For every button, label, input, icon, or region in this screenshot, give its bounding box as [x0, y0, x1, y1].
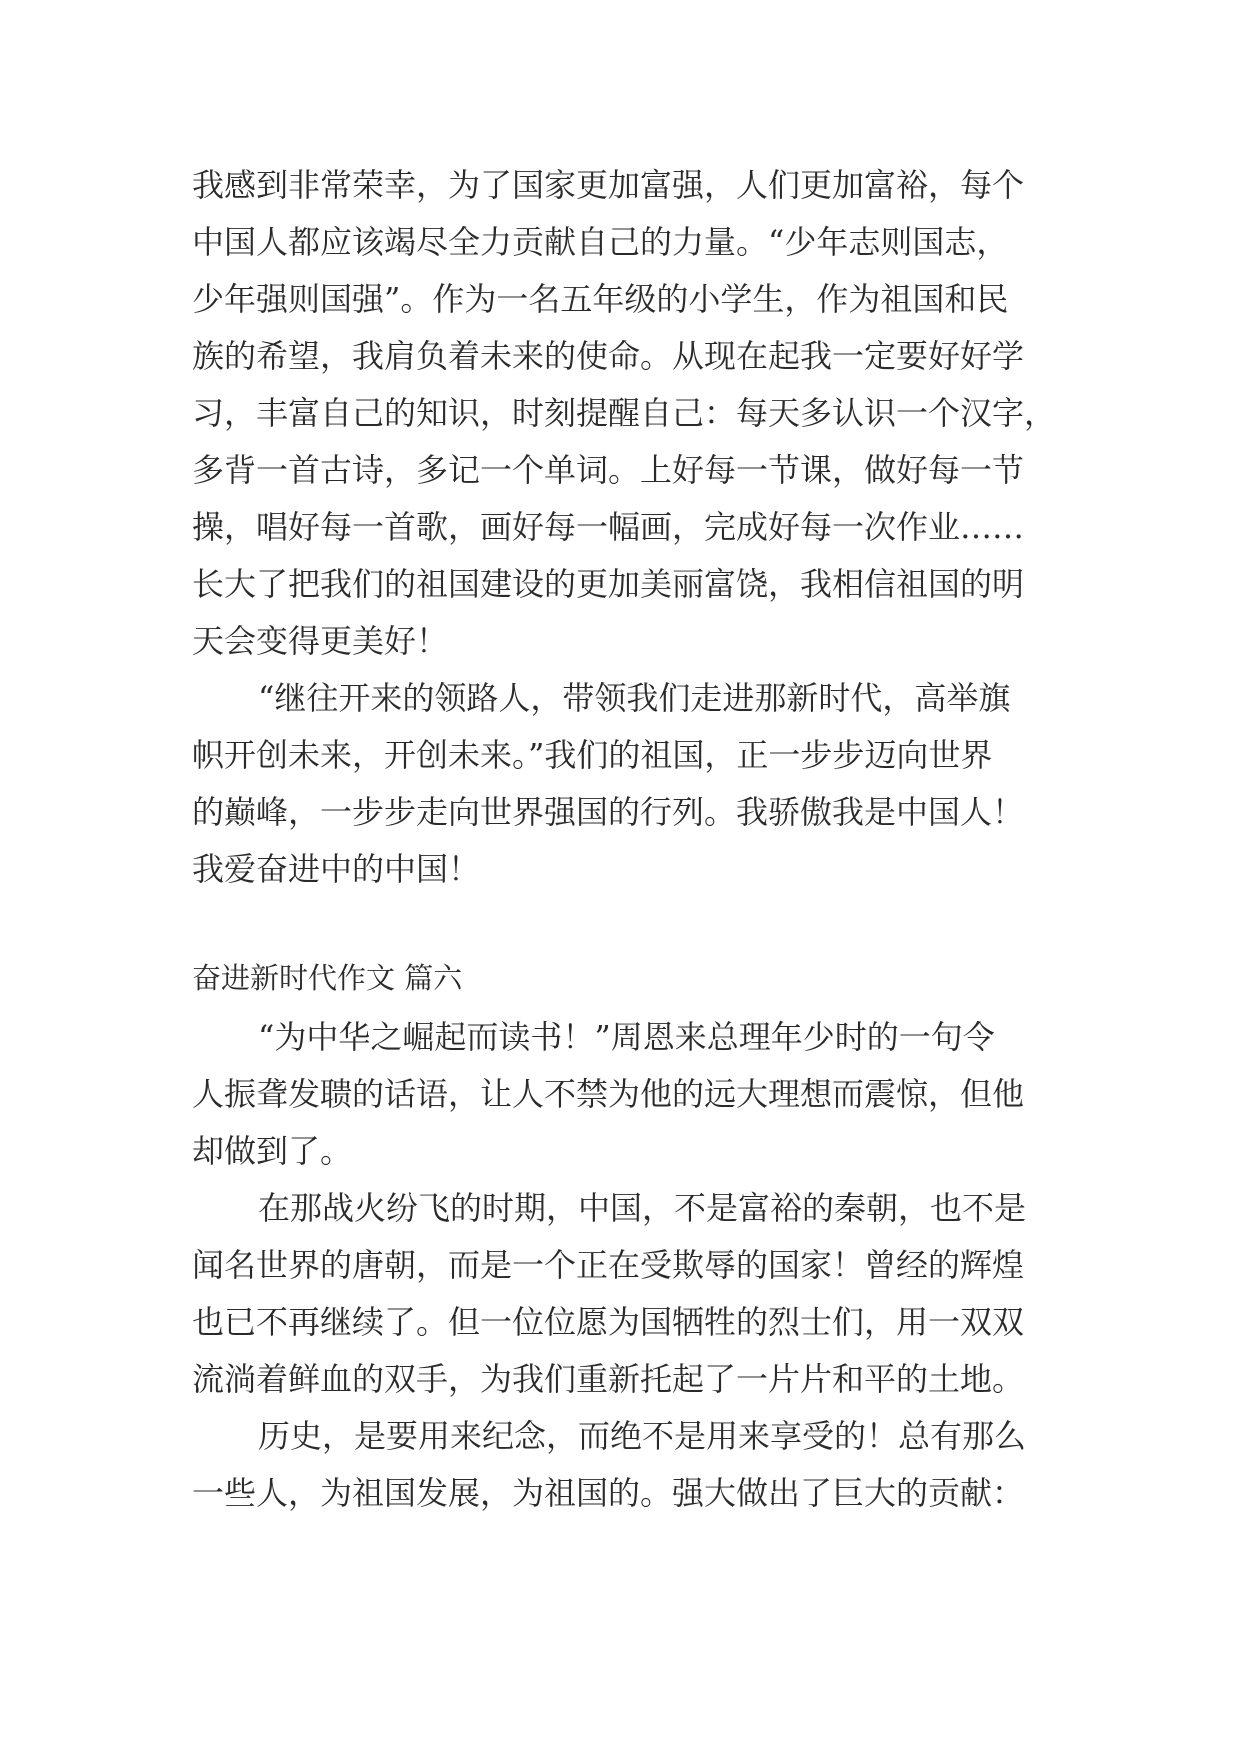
- text-line: 习，丰富自己的知识，时刻提醒自己：每天多认识一个汉字，: [192, 394, 1057, 432]
- text-line: 中国人都应该竭尽全力贡献自己的力量。“少年志则国志，: [192, 223, 1009, 261]
- text-line: 我感到非常荣幸，为了国家更加富强，人们更加富裕，每个: [192, 166, 1025, 204]
- text-line: 却做到了。: [192, 1132, 353, 1170]
- text-line: 流淌着鲜血的双手，为我们重新托起了一片片和平的土地。: [192, 1360, 1025, 1398]
- section-heading: 奋进新时代作文 篇六: [192, 961, 463, 995]
- text-line: 多背一首古诗，多记一个单词。上好每一节课，做好每一节: [192, 451, 1025, 489]
- text-line: 我爱奋进中的中国！: [192, 850, 481, 888]
- text-line: 历史，是要用来纪念，而绝不是用来享受的！总有那么: [258, 1417, 1027, 1455]
- text-line: 族的希望，我肩负着未来的使命。从现在起我一定要好好学: [192, 337, 1025, 375]
- text-line: 少年强则国强”。作为一名五年级的小学生，作为祖国和民: [192, 280, 1009, 318]
- text-line: 的巅峰，一步步走向世界强国的行列。我骄傲我是中国人！: [192, 793, 1025, 831]
- text-line: “为中华之崛起而读书！”周恩来总理年少时的一句令: [258, 1018, 995, 1056]
- text-line: 一些人，为祖国发展，为祖国的。强大做出了巨大的贡献：: [192, 1474, 1025, 1512]
- text-line: 也已不再继续了。但一位位愿为国牺牲的烈士们，用一双双: [192, 1303, 1025, 1341]
- text-line: 闻名世界的唐朝，而是一个正在受欺辱的国家！曾经的辉煌: [192, 1246, 1025, 1284]
- text-line: 长大了把我们的祖国建设的更加美丽富饶，我相信祖国的明: [192, 565, 1025, 603]
- text-line: 操，唱好每一首歌，画好每一幅画，完成好每一次作业……: [192, 508, 1025, 546]
- text-line: 人振聋发聩的话语，让人不禁为他的远大理想而震惊，但他: [192, 1075, 1025, 1113]
- text-line: 在那战火纷飞的时期，中国，不是富裕的秦朝，也不是: [258, 1189, 1027, 1227]
- text-line: 天会变得更美好！: [192, 622, 449, 660]
- text-line: “继往开来的领路人，带领我们走进那新时代，高举旗: [258, 679, 1011, 717]
- text-line: 帜开创未来，开创未来。”我们的祖国，正一步步迈向世界: [192, 736, 993, 774]
